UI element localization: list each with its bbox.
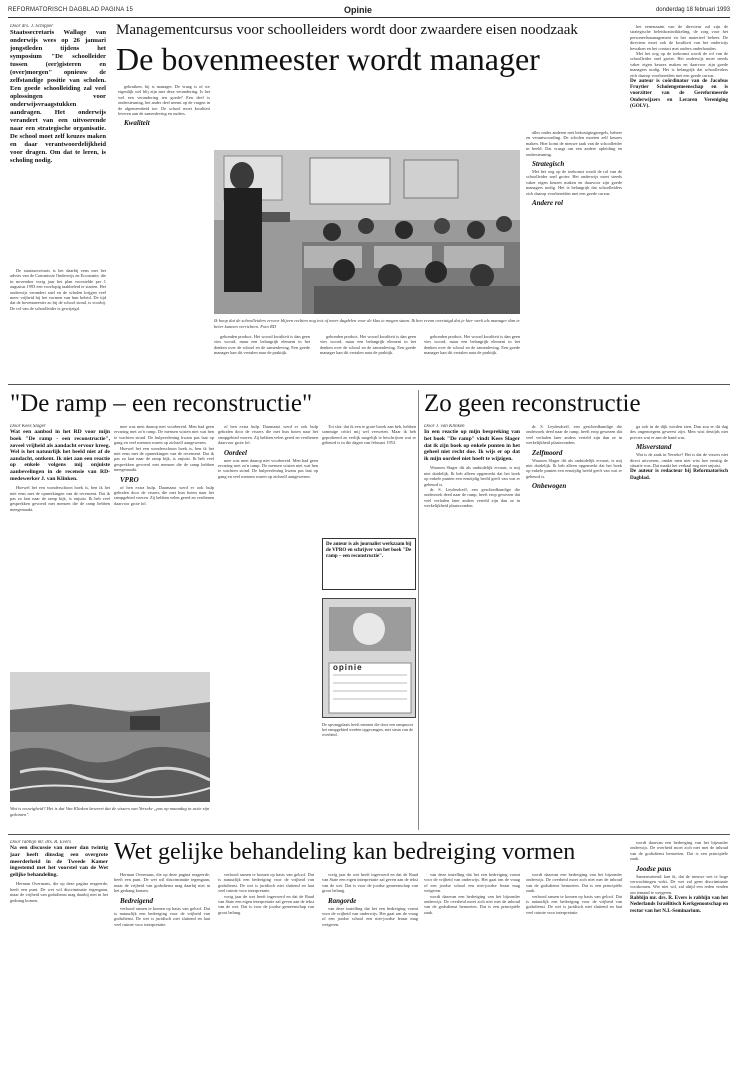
article3-body: Waarom Slager dit als onduidelijk ervaart, is mij niet duidelijk. Ik heb alleen opgemerkt dat het boek op enkele punten een eenzijdig beeld geeft van wat er gebeurd is. xyxy=(526,457,622,479)
article1-body: gebonden product. Het woord kwaliteit is dan geen vies woord, maar een belangrijk element in het denken over de school en de samenleving. Een goede manager kan dit vertalen naar de praktijk. xyxy=(214,334,310,356)
article2-subhead-vpro: VPRO xyxy=(120,475,139,484)
article2-byline: Door Kees Slager xyxy=(10,424,46,429)
section-title: Opinie xyxy=(344,5,373,15)
article3-body: dr. S. Leydesdorff, een geschiedkundige die onderzoek deed naar de ramp, heeft erop gewezen dat veel verhalen later anders verteld zijn dan ze in werkelijkheid plaatsvonden. xyxy=(424,487,520,509)
article2-column-3 xyxy=(218,424,318,662)
article4-byline: Door rabbijn mr. drs. R. Evers xyxy=(10,840,72,845)
section-divider xyxy=(8,834,730,835)
article2-column-2 xyxy=(114,424,214,662)
column-rule xyxy=(418,390,419,830)
article2-body: of hen extra hulp. Daarnaast werd er ook hulp geboden door de vissers die met hun boten naar het rampgebied voeren. Zij hebben velen gered en verdienen daarvoor grote lof. xyxy=(218,424,318,446)
article4-body: verbood samen te komen op basis van geloof. Dat is natuurlijk een bedreiging voor de vrijheid van godsdienst. De wet is juridisch niet sluitend en laat veel ruimte voor interpretatie. xyxy=(526,893,622,915)
article3-body: ga ook in de dijk worden zien. Dan zou er dit dag des ongenoegens geweest zijn. Men wist destijds niet precies wat er aan de hand was. xyxy=(630,424,728,440)
article1-body: Met het oog op de toekomst wordt de rol van de schoolleider snel groter. Het onderwijs moet steeds vaker eigen keuzes maken en daarvoor zijn goede managers nodig. Het is belangrijk dat schoolleiders zich daarop voorbereiden met een goede cursus. xyxy=(526,169,622,196)
article4-column-4 xyxy=(322,872,418,1060)
article3-column-2 xyxy=(526,424,622,824)
article4-subhead-rangorde: Rangorde xyxy=(328,896,357,905)
flood-photo xyxy=(10,672,210,802)
article4-column-7 xyxy=(630,840,728,1060)
article1-body: het eenenzaam van de directeur zal zijn de strategische beleidsontwikkeling, de zorg voor het personeelsmanagement en het materieel beheer. De directeur moet ook de kwaliteit van het onderwijs bewaken en het contact met ouders onderhouden. xyxy=(630,24,728,51)
section-divider xyxy=(8,384,730,385)
article3-headline: Zo geen reconstructie xyxy=(424,390,641,417)
article3-body: Wat is de zaak in Yerseke? Het is dat de vissers niet direct uitvoeren, omdat men niet wist hoe ernstig de situatie was. Dat maakt het verhaal nog niet onjuist. xyxy=(630,452,728,469)
classroom-photo xyxy=(214,150,520,314)
article2-body: Hoewel het een wonderschoon boek is, ben ik het niet eens met de opmerkingen van de recensent. Dat ik pas zo laat naar de ramp kijk, is onjuist. Ik heb veel gesprekken gevoerd met mensen die de ramp hebben meegemaakt. xyxy=(10,485,110,512)
article4-body: wordt daarvan een bedreiging van het bijzonder onderwijs. De overheid moet zich niet met de inhoud van de godsdienst bemoeien. Dat is een principiële zaak. xyxy=(526,872,622,894)
article2-lead: Wat een aanbod in het RD voor mijn boek "De ramp - een reconstructie", zoveel vrijheid als aandacht ervoor kreeg. Wel is het natuurlijk het beeld niet af de aandacht, ontkent. Ik niet aan een reactie op enkele volgens mij onjuiste aanbevelingen in de recensie van RD-medewerker J. van Klinken. xyxy=(10,429,110,482)
article1-author-note: De auteur is coördinator van de Jacobus Fruytier Scholengemeenschap en is voorzitter van de Gereformeerde Onderwijzers en Leraren Vereniging (GOLV). xyxy=(630,78,728,109)
article4-column-2 xyxy=(114,872,210,1060)
article1-column-6 xyxy=(526,130,622,382)
article2-author-note: De auteur is als journalist werkzaam bij de VPRO en schrijver van het boek "De ramp – een reconstructie". xyxy=(326,542,412,559)
article1-body: gebonden product. Het woord kwaliteit is dan geen vies woord, maar een belangrijk element in het denken over de school en de samenleving. Een goede manager kan dit vertalen naar de praktijk. xyxy=(320,334,416,356)
article4-column-5 xyxy=(424,872,520,1060)
article1-column-4 xyxy=(320,334,416,382)
article1-intro-column xyxy=(10,24,106,264)
article4-body: wordt daarvan een bedreiging van het bijzonder onderwijs. De overheid moet zich niet met de inhoud van de godsdienst bemoeien. Dat is een principiële zaak. xyxy=(630,840,728,862)
photo-credit: Foto RD xyxy=(260,323,277,329)
article4-body: Samenvattend: kan ik, dat de nieuwe wet te hoge verwachtingen wekt. De wet zal geen discriminatie voorkomen. Wie niet wil, zal altijd een reden vinden om iemand te weigeren. xyxy=(630,873,728,895)
flood-photo-image xyxy=(10,672,210,802)
article1-subhead-kwaliteit: Kwaliteit xyxy=(124,119,150,128)
article1-body: Met het oog op de toekomst wordt de rol van de schoolleider snel groter. Het onderwijs moet steeds vaker eigen keuzes maken en daarvoor zijn goede managers nodig. Het is belangrijk dat schoolleiders zich daarop voorbereiden met een goede cursus. xyxy=(630,51,728,78)
paper-page-label: REFORMATORISCH DAGBLAD PAGINA 15 xyxy=(8,7,134,13)
article4-body: wordt daarvan een bedreiging van het bijzonder onderwijs. De overheid moet zich niet met de inhoud van de godsdienst bemoeien. Dat is een principiële zaak. xyxy=(424,893,520,915)
article1-column-2 xyxy=(118,84,210,316)
article4-body: verbood samen te komen op basis van geloof. Dat is natuurlijk een bedreiging voor de vrijheid van godsdienst. De wet is juridisch niet sluitend en laat veel ruimte voor interpretatie. xyxy=(114,905,210,927)
cover-title: opinie xyxy=(333,663,363,672)
classroom-photo-caption xyxy=(214,318,520,329)
article3-subhead-misverstand: Misverstand xyxy=(636,443,672,452)
article1-body: De staatssecretaris is het daarbij eens met het advies van de Commissie Onderwijs en Economie, die in november vorig jaar het plan voorstelde per 1 augustus 1993 een voorlopig taakbeleid te starten. Het onderwijs verandert snel en de scholen krijgen veel meer vrijheid bij het vormen van hun beleid. De tijd dat de bovenmeester zo bij de school stond, is voorbij. De rol van de schoolleider is gewijzigd. xyxy=(10,268,106,311)
article2-column-1 xyxy=(10,424,110,662)
cover-caption: De opvangplaats heeft mensen die door een rampsoort het rampgebied werden opgevangen, met steun van de overheid. xyxy=(322,722,414,737)
article4-body: verbood samen te komen op basis van geloof. Dat is natuurlijk een bedreiging voor de vrijheid van godsdienst. De wet is juridisch niet sluitend en laat veel ruimte voor interpretatie. xyxy=(218,872,314,894)
article1-column-3 xyxy=(214,334,310,382)
flood-photo-caption: Wat is eeuwigheid? Het is dat Van Klinken beweert dat de vissers van Yerseke „pas op maandag in actie zijn gekomen". xyxy=(10,806,210,817)
masthead xyxy=(8,4,730,18)
article2-author-box xyxy=(322,538,416,590)
cover-art xyxy=(323,599,416,718)
article2-headline: "De ramp – een reconstructie" xyxy=(10,390,313,417)
article2-body: Hoewel het een wonderschoon boek is, ben ik het niet eens met de opmerkingen van de recensent. Dat ik pas zo laat naar de ramp kijk, is onjuist. Ik heb veel gesprekken gevoerd met mensen die de ramp hebben meegemaakt. xyxy=(114,445,214,473)
article4-column-1 xyxy=(10,840,108,1060)
article1-subhead-strategisch: Strategisch xyxy=(532,160,565,169)
article2-body: mee was men daarop niet voorbereid. Men had geen ervaring met zo'n ramp. De mensen wisten niet wat hen te wachten stond. De hulpverlening kwam pas laat op gang en veel mensen waren op zichzelf aangewezen. xyxy=(114,424,214,446)
article1-body: gebonden product. Het woord kwaliteit is dan geen vies woord, maar een belangrijk element in het denken over de school en de samenleving. Een goede manager kan dit vertalen naar de praktijk. xyxy=(424,334,520,356)
article4-subhead-bedreigend: Bedreigend xyxy=(120,896,154,905)
article4-body: Herman Overmans, die op deze pagina reageerde, heeft een punt. De wet wil discriminatie tegengaan, maar de vrijheid van godsdienst mag daarbij niet in het gedrang komen. xyxy=(114,872,210,894)
article3-body: dr. S. Leydesdorff, een geschiedkundige die onderzoek deed naar de ramp, heeft erop gewezen dat veel verhalen later anders verteld zijn dan ze in werkelijkheid plaatsvonden. xyxy=(526,424,622,446)
article2-column-4 xyxy=(322,424,416,534)
article4-column-6 xyxy=(526,872,622,1060)
issue-date: donderdag 18 februari 1993 xyxy=(655,7,730,13)
article3-subhead-onbewogen: Onbewogen xyxy=(532,482,567,491)
article1-subhead-andere-rol: Andere rol xyxy=(532,199,563,208)
article3-body: Waarom Slager dit als onduidelijk ervaart, is mij niet duidelijk. Ik heb alleen opgemerkt dat het boek op enkele punten een eenzijdig beeld geeft van wat er gebeurd is. xyxy=(424,465,520,487)
article4-body: vorig jaar de wet heeft ingevoerd en dat de Raad van State een eigen interpretatie zal geven aan de tekst van de wet. Dat is voor de joodse gemeenschap van groot belang. xyxy=(322,872,418,894)
classroom-photo-caption-text: Ik hoop dat de schoolleiders ervoor blijven rechten nog iets of meer dagdelen voor de klas te mogen staan. Ik ben ervan overtuigd dat je hier werk als manager dan te beter kunnen verrichten. xyxy=(214,318,520,329)
article4-headline: Wet gelijke behandeling kan bedreiging vormen xyxy=(114,839,576,865)
article1-body: alles onder anderen met bekostigingsregels, beheer en verantwoording. De scholen moeten zelf keuzes maken. Hier komt de nieuwe taak van de schoolleider in beeld. Dat vraagt om een andere opleiding en ondersteuning. xyxy=(526,130,622,157)
article2-body: of hen extra hulp. Daarnaast werd er ook hulp geboden door de vissers die met hun boten naar het rampgebied voeren. Zij hebben velen gered en verdienen daarvoor grote lof. xyxy=(114,484,214,506)
article2-subhead-oordeel: Oordeel xyxy=(224,448,247,457)
article1-body: gebruiken, bij is manager. De vraag is of we eigenlijk wel blij zijn met deze verandering. Is het wel een verandering ten goede? Een deel is ondersteuning, het ander deel neemt op de vragen in de algemeenheid toe. De school moet kwaliteit leveren aan de samenleving en ouders. xyxy=(118,84,210,117)
article4-lead: Na een discussie van meer dan twintig jaar heeft dinsdag een overgrote meerderheid in de Tweede Kamer ingestemd met het voorstel van de Wet gelijke behandeling. xyxy=(10,845,108,878)
classroom-photo-image xyxy=(214,150,520,314)
article4-author-note: Rabbijn mr. drs. R. Evers is rabbijn van het Nederlands Israëlitisch Kerkgenootschap en rector van het N.I.-Seminarium. xyxy=(630,895,728,914)
article4-column-3 xyxy=(218,872,314,1060)
article3-lead: In een reactie op mijn bespreking van het boek "De ramp" vindt Kees Slager dat ik zijn boek op enkele punten in het geheel niet recht doe. Ik wijs er op dat ik mijn oordeel niet hoeft te wijzigen. xyxy=(424,429,520,462)
article4-body: van deze instelling dat het een bedreiging vormt voor de vrijheid van onderwijs. Het gaat om de vraag of een joodse school een niet-joodse leraar mag weigeren. xyxy=(424,872,520,894)
article3-subhead-zelfmoord: Zelfmoord xyxy=(532,448,563,457)
article1-intro: Staatssecretaris Wallage van onderwijs wees op 26 januari jongstleden tijdens het symposium "De schoolleider tussen (eer)gisteren en (over)morgen" opnieuw de zelfstandige positie van scholen. Een goede schoolleiding zal veel oplossingen voor onderwijsvraagstukken aandragen. Het onderwijs verandert van een uitvoerende naar een strategische organisatie. De school moet zelf keuzes maken en daar verantwoordelijkheid voor dragen. Om dat te leren, is scholing nodig. xyxy=(10,29,106,165)
article3-column-1 xyxy=(424,424,520,824)
article1-byline: Door drs. J. Schipper xyxy=(10,24,54,29)
article2-body: mee was men daarop niet voorbereid. Men had geen ervaring met zo'n ramp. De mensen wisten niet wat hen te wachten stond. De hulpverlening kwam pas laat op gang en veel mensen waren op zichzelf aangewezen. xyxy=(218,457,318,479)
opinie-cover-image xyxy=(322,598,416,718)
article1-column-1 xyxy=(10,268,106,378)
article1-column-7 xyxy=(630,24,728,382)
article4-body: vorig jaar de wet heeft ingevoerd en dat de Raad van State een eigen interpretatie zal geven aan de tekst van de wet. Dat is voor de joodse gemeenschap van groot belang. xyxy=(218,893,314,915)
article1-headline: De bovenmeester wordt manager xyxy=(116,41,540,77)
article1-kicker: Managementcursus voor schoolleiders wordt door zwaardere eisen noodzaak xyxy=(116,22,578,38)
article3-author-note: De auteur is redacteur bij Reformatorisch Dagblad. xyxy=(630,468,728,481)
article1-column-5 xyxy=(424,334,520,382)
article4-subhead-joodse-paus: Joodse paus xyxy=(636,864,672,873)
article3-byline: Door J. van Klinken xyxy=(424,424,465,429)
article3-column-3 xyxy=(630,424,728,824)
article4-body: Herman Overmans, die op deze pagina reageerde, heeft een punt. De wet wil discriminatie tegengaan, maar de vrijheid van godsdienst mag daarbij niet in het gedrang komen. xyxy=(10,881,108,903)
article4-body: van deze instelling dat het een bedreiging vormt voor de vrijheid van onderwijs. Het gaat om de vraag of een joodse school een niet-joodse leraar mag weigeren. xyxy=(322,905,418,927)
article2-body: Tot slot: dat ik een te grote broek aan heb, hebben sommige critici mij wel verweten. Maar ik heb geprobeerd zo eerlijk mogelijk te beschrijven wat er gebeurd is in die dagen van februari 1953. xyxy=(322,424,416,446)
